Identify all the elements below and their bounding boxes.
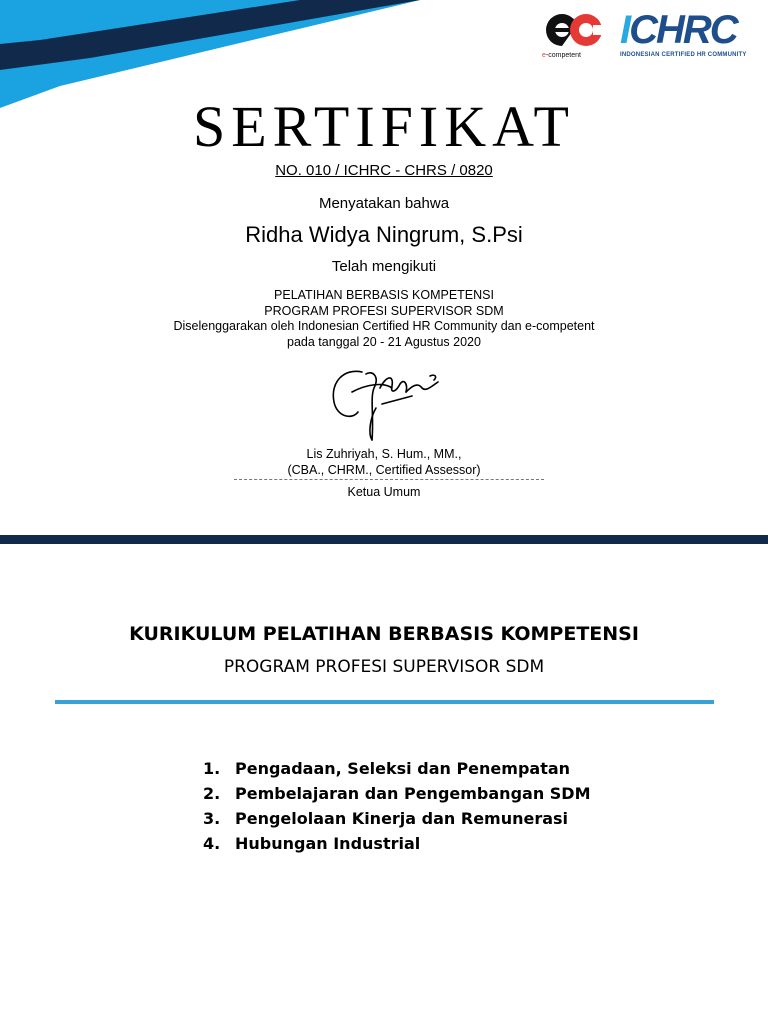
- list-item-label: Pembelajaran dan Pengembangan SDM: [235, 784, 591, 803]
- signer-block: [0, 446, 768, 478]
- certificate-number: NO. 010 / ICHRC - CHRS / 0820: [275, 162, 493, 179]
- list-item: [203, 781, 591, 806]
- list-item-label: Pengelolaan Kinerja dan Remunerasi: [235, 809, 569, 828]
- list-item-label: Pengadaan, Seleksi dan Penempatan: [235, 759, 571, 778]
- list-item: [203, 806, 591, 831]
- curriculum-rule: [55, 700, 714, 704]
- curriculum-subtitle: PROGRAM PROFESI SUPERVISOR SDM: [223, 657, 545, 677]
- curriculum-title: KURIKULUM PELATIHAN BERBASIS KOMPETENSI: [129, 623, 639, 645]
- e-competent-wordmark: e-competent: [542, 52, 581, 59]
- signer-name: Lis Zuhriyah, S. Hum., MM.,: [306, 447, 462, 461]
- program-details: [0, 288, 768, 350]
- program-line-date: pada tanggal 20 - 21 Agustus 2020: [287, 334, 481, 349]
- list-item: [203, 831, 591, 856]
- attended-text: Telah mengikuti: [331, 258, 437, 275]
- signer-role: Ketua Umum: [347, 485, 421, 499]
- recipient-name: Ridha Widya Ningrum, S.Psi: [245, 222, 523, 247]
- list-item-number: 1.: [203, 759, 221, 778]
- program-line-organizer: Diselenggarakan oleh Indonesian Certified HR Community dan e-competent: [173, 319, 595, 333]
- handwritten-signature: [322, 362, 452, 444]
- signature-line: [234, 479, 544, 480]
- list-item: [203, 756, 591, 781]
- declaration-text: Menyatakan bahwa: [318, 195, 450, 212]
- list-item-label: Hubungan Industrial: [235, 834, 421, 853]
- ichrc-tagline: INDONESIAN CERTIFIED HR COMMUNITY: [620, 52, 747, 58]
- ec-mark-icon: [544, 10, 604, 50]
- signer-credentials: (CBA., CHRM., Certified Assessor): [287, 463, 481, 477]
- certificate-title: SERTIFIKAT: [193, 94, 575, 159]
- program-line-program: PROGRAM PROFESI SUPERVISOR SDM: [264, 303, 504, 318]
- logo-group: [540, 8, 762, 64]
- ichrc-wordmark: ICHRC: [620, 8, 737, 52]
- e-competent-logo: [540, 8, 608, 64]
- ichrc-logo: [620, 8, 762, 64]
- slide-divider: [0, 535, 768, 544]
- curriculum-slide: [0, 544, 768, 1024]
- list-item-number: 2.: [203, 784, 221, 803]
- curriculum-list: [203, 756, 591, 856]
- program-line-training: PELATIHAN BERBASIS KOMPETENSI: [274, 288, 494, 302]
- list-item-number: 4.: [203, 834, 221, 853]
- list-item-number: 3.: [203, 809, 221, 828]
